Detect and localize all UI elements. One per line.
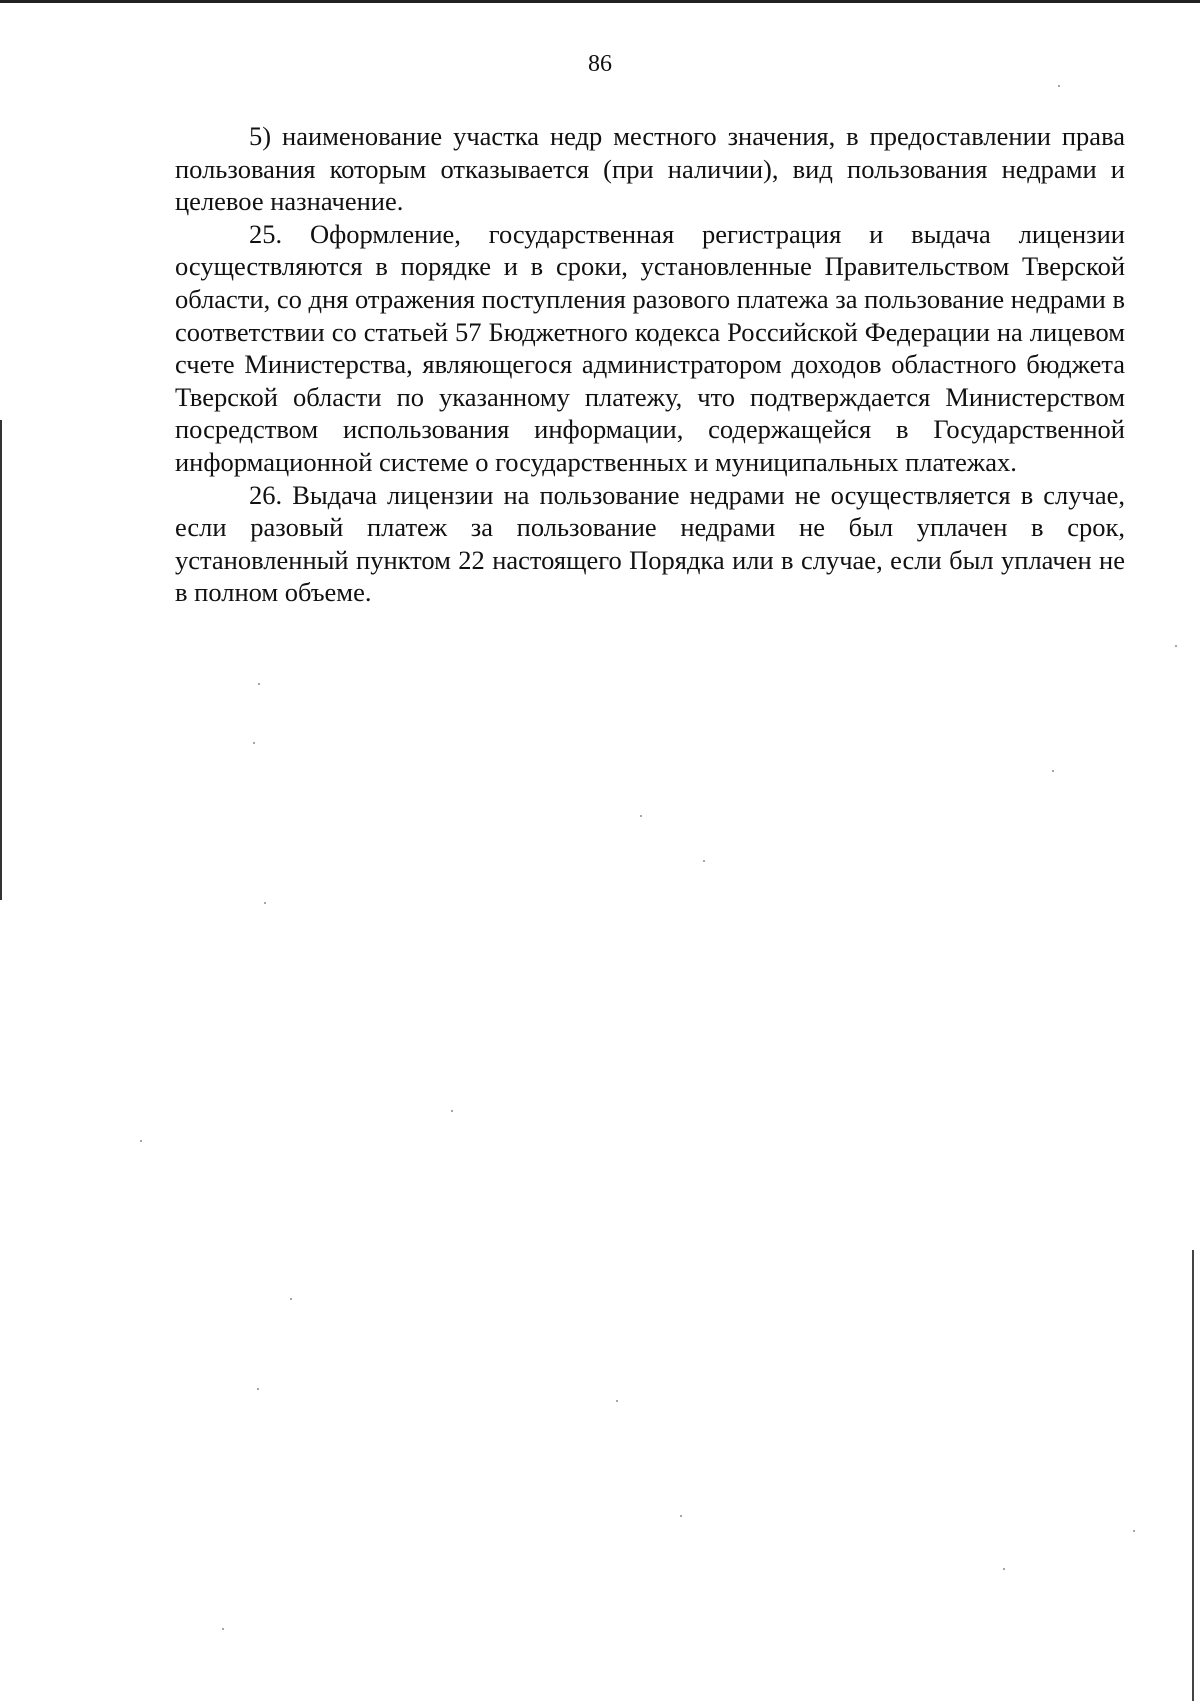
paragraph-25: 25. Оформление, государственная регистрация и выдача лицензии осуществляются в порядке и в сроки, установленные Правительством Тверской области, со дня отражения поступления разового платежа за пользование недрами в соответствии со статьей 57 Бюджетного кодекса Российской Федерации на лицевом счете Министерства, являющегося администратором доходов областного бюджета Тверской области по указанному платежу, что подтверждается Министерством посредством использования информации, содержащейся в Государственной информационной системе о государственных и муниципальных платежах.	[175, 218, 1125, 477]
scan-speck	[222, 1628, 224, 1630]
scan-speck	[703, 860, 705, 862]
scan-speck	[451, 1110, 453, 1112]
scan-speck	[1133, 1530, 1135, 1532]
scan-speck	[290, 1298, 292, 1300]
paragraph-item-5: 5) наименование участка недр местного значения, в предоставлении права пользования которым отказывается (при наличии), вид пользования недрами и целевое назначение.	[175, 121, 1125, 217]
scan-speck	[253, 742, 255, 744]
scan-speck	[140, 1140, 142, 1142]
scan-speck	[258, 683, 260, 685]
scan-speck	[1052, 770, 1054, 772]
scan-edge-left	[0, 420, 2, 900]
document-body	[175, 120, 1125, 609]
paragraph-26: 26. Выдача лицензии на пользование недрами не осуществляется в случае, если разовый платеж за пользование недрами не был уплачен в срок, установленный пунктом 22 настоящего Порядка или в случае, если был уплачен не в полном объеме.	[175, 479, 1125, 608]
scan-speck	[1058, 85, 1060, 87]
scan-speck	[1003, 1568, 1005, 1570]
scan-edge-top	[0, 0, 1200, 3]
scan-speck	[640, 815, 642, 817]
scan-speck	[1175, 645, 1177, 647]
page-number: 86	[588, 51, 612, 77]
scan-speck	[680, 1515, 682, 1517]
scan-speck	[616, 1400, 618, 1402]
scan-speck	[264, 902, 266, 904]
scan-edge-right	[1192, 1250, 1194, 1701]
scan-speck	[257, 1388, 259, 1390]
